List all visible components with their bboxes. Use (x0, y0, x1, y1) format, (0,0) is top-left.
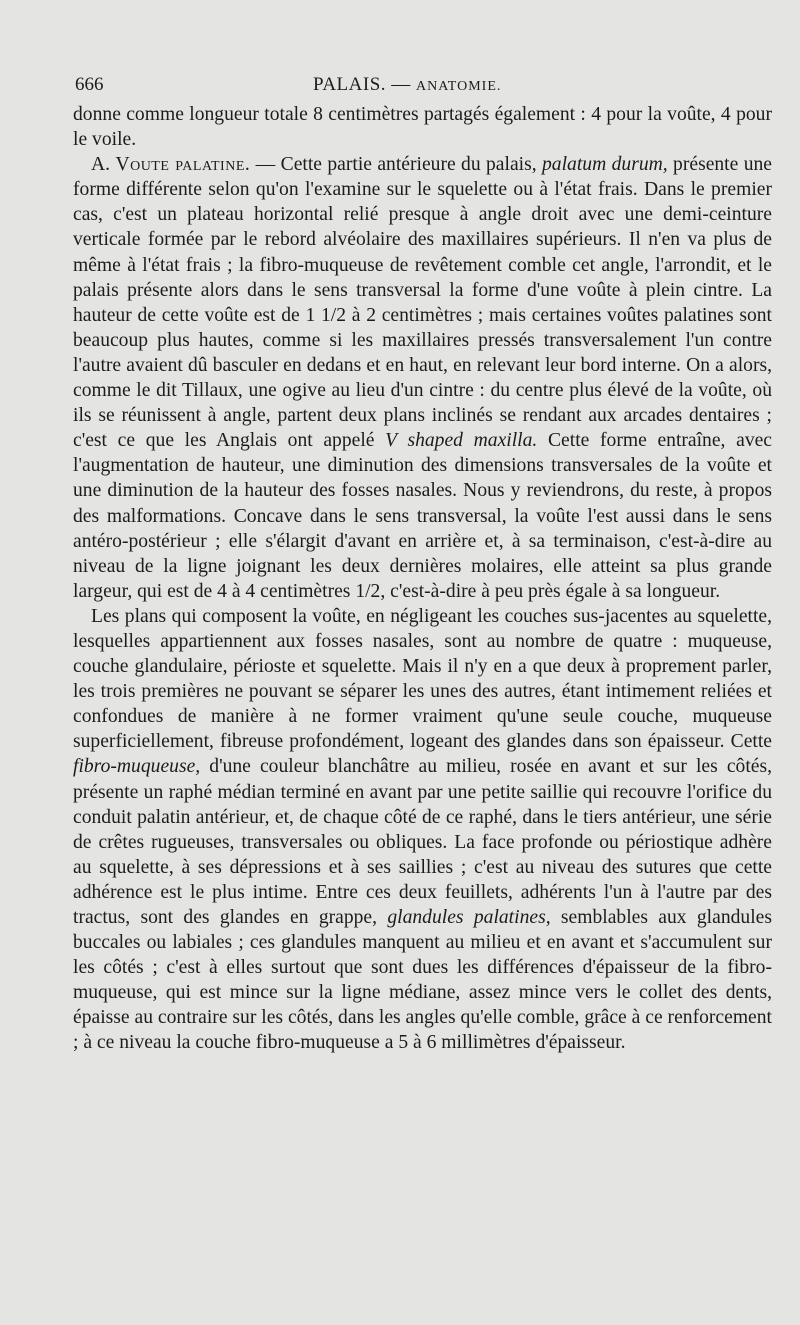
running-title-separator: — (386, 74, 417, 95)
paragraph-text: Cette forme entraîne, avec l'augmentation de hauteur, une diminution des dimensions transversales de la voûte et une diminution de la hauteur des fosses nasales. Nous y reviendrons, du reste, à propos des malformations. Concave dans le sens transversal, la voûte l'est aussi dans le sens antéro-postérieur ; elle s'élargit d'avant en arrière et, à sa terminaison, c'est-à-dire au niveau de la ligne joignant les deux dernières molaires, elle atteint sa plus grande largeur, qui est de 4 à 4 centimètres 1/2, c'est-à-dire à peu près égale à sa longueur. (73, 430, 773, 602)
italic-term-glandules-palatines: glandules palatines, (387, 907, 551, 928)
running-header (73, 68, 772, 102)
body-text (73, 102, 772, 1056)
paragraph-continuation: donne comme longueur totale 8 centimètres partagés également : 4 pour la voûte, 4 pour le voile. (73, 104, 772, 151)
paragraph-plans-voute (73, 604, 772, 1056)
running-title-sub: ANATOMIE. (416, 79, 502, 94)
paragraph-text: d'une couleur blanchâtre au milieu, rosée en avant et sur les côtés, présente un raphé médian terminé en avant par une petite saillie qui recouvre l'orifice du conduit palatin antérieur, et, de chaque côté de ce raphé, dans le tiers antérieur, une série de crêtes rugueuses, transversales ou obliques. La face profonde ou périostique adhère au squelette, à ses dépressions et à ses saillies ; c'est au niveau des sutures que cette adhérence est le plus intime. Entre ces deux feuillets, adhérents l'un à l'autre par des tractus, sont des glandes en grappe, (73, 756, 772, 928)
running-title-main: PALAIS. (313, 74, 387, 95)
paragraph-text: Les plans qui composent la voûte, en négligeant les couches sus-jacentes au squelette, lesquelles appartiennent aux fosses nasales, sont au nombre de quatre : muqueuse, couche glandulaire, périoste et squelette. Mais il n'y en a que deux à proprement parler, les trois premières ne pouvant se séparer les unes des autres, étant intimement reliées et confondues de manière à ne former vraiment qu'une seule couche, muqueuse superficiellement, fibreuse profondément, logeant des glandes dans son épaisseur. Cette (73, 605, 772, 753)
section-heading: Voute palatine. (115, 154, 251, 176)
italic-term-v-shaped-maxilla: V shaped maxilla. (385, 430, 538, 452)
italic-term-palatum-durum: palatum durum, (542, 154, 668, 176)
page-number: 666 (75, 74, 104, 95)
paragraph-text: — Cette partie antérieure du palais, (250, 154, 542, 176)
paragraph-text: semblables aux glandules buccales ou labiales ; ces glandules manquent au milieu et en avant et s'accumulent sur les côtés ; c'est à elles surtout que sont dues les différences d'épaisseur de la fibro-muqueuse, qui est mince sur la ligne médiane, assez mince vers le collet des dents, épaisse au contraire sur les côtés, dans les angles qu'elle comble, grâce à ce renforcement ; à ce niveau la couche fibro-muqueuse a 5 à 6 millimètres d'épaisseur. (73, 907, 772, 1054)
paragraph-voute-palatine (73, 152, 772, 604)
paragraph-text: présente une forme différente selon qu'on l'examine sur le squelette ou à l'état frais. Dans le premier cas, c'est un plateau horizontal relié presque à angle droit avec une demi-ceinture verticale formée par le rebord alvéolaire des maxillaires supérieurs. Il n'en va plus de même à l'état frais ; la fibro-muqueuse de revêtement comble cet angle, l'arrondit, et le palais présente alors dans le sens transversal la forme d'une voûte à plein cintre. La hauteur de cette voûte est de 1 1/2 à 2 centimètres ; mais certaines voûtes palatines sont beaucoup plus hautes, comme si les maxillaires pressés transversalement l'un contre l'autre avaient dû basculer en dedans et en haut, en relevant leur bord interne. On a alors, comme le dit Tillaux, une ogive au lieu d'un cintre : du centre plus élevé de la voûte, où ils se réunissent à angle, partent deux plans inclinés se rendant aux arcades dentaires ; c'est ce que les Anglais ont appelé (73, 154, 772, 452)
running-title (313, 68, 501, 104)
section-label: A. (91, 154, 116, 176)
italic-term-fibro-muqueuse: fibro-muqueuse, (73, 756, 201, 778)
